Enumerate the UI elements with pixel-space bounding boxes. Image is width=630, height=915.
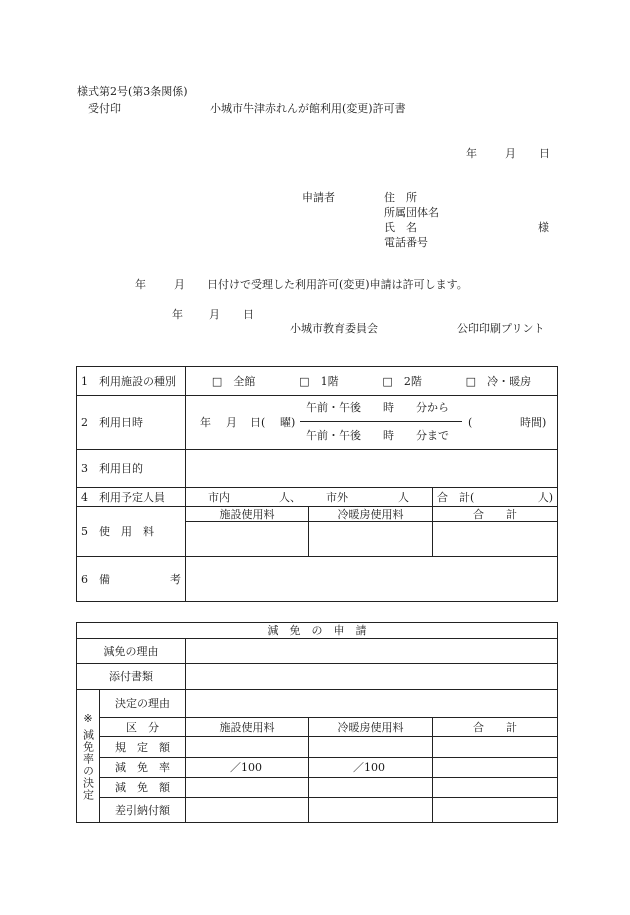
ac-fee-header: 冷暖房使用料 <box>309 718 433 737</box>
dt-weekday: 曜) <box>280 416 296 429</box>
form-number: 様式第2号(第3条関係) <box>77 85 188 98</box>
facility-type-options <box>186 367 558 396</box>
category-header: 区 分 <box>100 718 186 737</box>
fee-header-total: 合 計 <box>433 507 558 522</box>
facility-type-label: 1 利用施設の種別 <box>77 367 186 396</box>
reduction-amount-label: 減 免 額 <box>100 778 186 798</box>
rate-facility-field[interactable]: ／100 <box>186 758 309 778</box>
net-payment-label: 差引納付額 <box>100 798 186 823</box>
net-ac-field[interactable] <box>309 798 433 823</box>
total-header: 合 計 <box>433 718 558 737</box>
reduction-reason-label: 減免の理由 <box>77 639 186 664</box>
total-unit: 人) <box>537 490 554 504</box>
option-whole-building[interactable]: □ 全館 <box>211 374 256 388</box>
option-air-conditioning[interactable]: □ 冷・暖房 <box>465 374 532 388</box>
city-out-unit: 人 <box>398 490 409 504</box>
date-day: 日 <box>539 147 550 160</box>
purpose-label: 3 利用目的 <box>77 450 186 488</box>
issuer: 小城市教育委員会 <box>290 322 378 335</box>
remarks-field[interactable] <box>186 557 558 602</box>
time-divider <box>300 421 462 422</box>
attachments-label: 添付書類 <box>77 664 186 690</box>
city-in-unit: 人、 <box>279 490 301 504</box>
reduction-title: 減 免 の 申 請 <box>77 623 558 639</box>
reduction-reason-field[interactable] <box>186 639 558 664</box>
amount-ac-field[interactable] <box>309 778 433 798</box>
city-out-label: 市外 <box>326 490 348 504</box>
document-title: 小城市牛津赤れんが館利用(変更)許可書 <box>210 102 406 115</box>
usage-datetime-label: 2 利用日時 <box>77 396 186 450</box>
fee-label: 5 使 用 料 <box>77 507 186 557</box>
expected-people-label: 4 利用予定人員 <box>77 488 186 507</box>
city-in-label: 市内 <box>208 490 230 504</box>
standard-ac-field[interactable] <box>309 737 433 758</box>
date-month: 月 <box>505 147 516 160</box>
reduction-rate-decision-label: 減免率の決定 <box>81 728 95 801</box>
statement-text: 日付けで受理した利用許可(変更)申請は許可します。 <box>207 278 468 291</box>
fee-total-field[interactable] <box>433 522 558 557</box>
attachments-field[interactable] <box>186 664 558 690</box>
fee-facility-field[interactable] <box>186 522 309 557</box>
official-seal-note: 公印印刷プリント <box>457 322 545 335</box>
people-count-field[interactable] <box>186 488 433 507</box>
standard-amount-label: 規 定 額 <box>100 737 186 758</box>
hours-close: 時間) <box>520 416 547 429</box>
statement-month: 月 <box>174 278 185 291</box>
fee-header-facility: 施設使用料 <box>186 507 309 522</box>
issue-day: 日 <box>243 308 254 321</box>
receipt-stamp-label: 受付印 <box>88 102 121 115</box>
decision-reason-label: 決定の理由 <box>100 690 186 718</box>
dt-month: 月 <box>226 416 237 429</box>
option-floor-2[interactable]: □ 2階 <box>382 374 422 388</box>
permit-table <box>76 366 558 602</box>
phone-label: 電話番号 <box>384 236 428 249</box>
usage-datetime-field[interactable] <box>186 396 558 450</box>
statement-year: 年 <box>135 278 146 291</box>
standard-facility-field[interactable] <box>186 737 309 758</box>
rate-total-field[interactable] <box>433 758 558 778</box>
office-use-mark: ※ <box>83 711 93 725</box>
purpose-field[interactable] <box>186 450 558 488</box>
fee-header-ac: 冷暖房使用料 <box>309 507 433 522</box>
facility-fee-header: 施設使用料 <box>186 718 309 737</box>
honorific: 様 <box>538 221 549 234</box>
remarks-label: 6 備 考 <box>77 557 186 602</box>
fee-ac-field[interactable] <box>309 522 433 557</box>
date-year: 年 <box>466 147 477 160</box>
hours-open: ( <box>468 416 473 429</box>
dt-year: 年 <box>200 416 211 429</box>
issue-year: 年 <box>172 308 183 321</box>
reduction-rate-label: 減 免 率 <box>100 758 186 778</box>
reduction-table <box>76 622 558 823</box>
option-floor-1[interactable]: □ 1階 <box>299 374 339 388</box>
people-total-field[interactable] <box>433 488 558 507</box>
net-facility-field[interactable] <box>186 798 309 823</box>
dt-day: 日( <box>250 416 266 429</box>
time-to: 午前・午後 時 分まで <box>306 429 449 442</box>
amount-facility-field[interactable] <box>186 778 309 798</box>
name-label: 氏 名 <box>384 221 417 234</box>
address-label: 住 所 <box>384 191 417 204</box>
net-total-field[interactable] <box>433 798 558 823</box>
time-from: 午前・午後 時 分から <box>306 401 449 414</box>
decision-reason-field[interactable] <box>186 690 558 718</box>
amount-total-field[interactable] <box>433 778 558 798</box>
reduction-rate-decision-cell <box>77 690 100 823</box>
issue-month: 月 <box>209 308 220 321</box>
standard-total-field[interactable] <box>433 737 558 758</box>
group-label: 所属団体名 <box>384 206 439 219</box>
applicant-label: 申請者 <box>302 191 335 204</box>
total-label: 合 計( <box>437 490 475 504</box>
rate-ac-field[interactable]: ／100 <box>309 758 433 778</box>
